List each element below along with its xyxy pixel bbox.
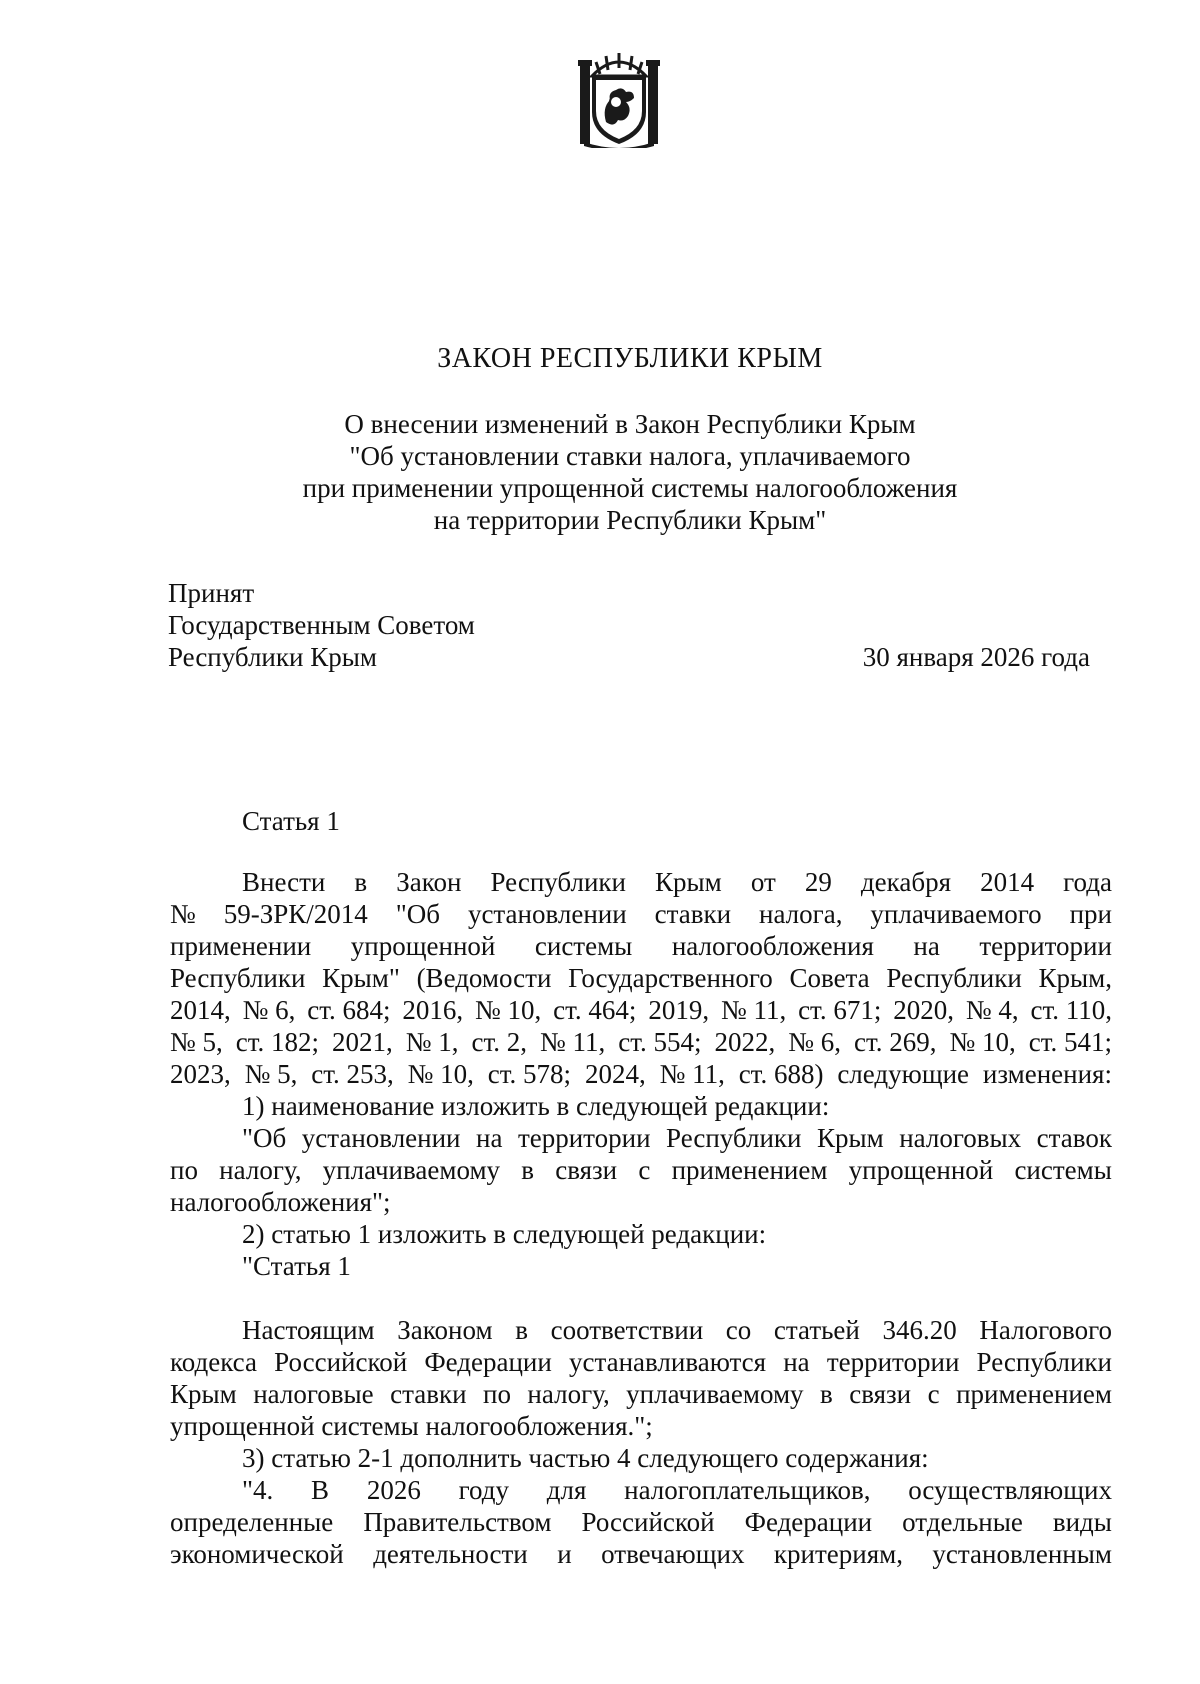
word: ставки (390, 1379, 467, 1409)
text-line (170, 1474, 1112, 1506)
text-line: упрощенной системы налогообложения."; (170, 1411, 653, 1441)
word: установленным (932, 1539, 1112, 1569)
word: отдельные (902, 1507, 1023, 1537)
word: Закон (396, 867, 462, 897)
word: Налогового (979, 1315, 1112, 1345)
law-subtitle (150, 408, 1110, 536)
word: кодекса (170, 1347, 257, 1377)
word: 2022, (714, 1027, 776, 1057)
subtitle-line: О внесении изменений в Закон Республики Крым (344, 409, 916, 439)
word: определенные (170, 1507, 334, 1537)
word: № 10, (475, 995, 542, 1025)
word: № 10, (949, 1027, 1016, 1057)
text-line (170, 866, 1112, 898)
word: ст. 578; (487, 1059, 572, 1089)
accepted-line: Принят (168, 578, 255, 608)
word: ст. 671; (798, 995, 882, 1025)
word: 59-ЗРК/2014 (223, 899, 368, 929)
word: и (557, 1539, 572, 1569)
text-line (170, 1378, 1112, 1410)
word: Совета (789, 963, 870, 993)
word: Республики (886, 963, 1022, 993)
word: на (783, 1347, 810, 1377)
word: налогообложения (671, 931, 874, 961)
word: № 6, (788, 1027, 841, 1057)
word: Крым (655, 867, 722, 897)
word: 2023, (170, 1059, 231, 1089)
word: 2021, (332, 1027, 393, 1057)
word: ст. 684; (307, 995, 391, 1025)
word: Государственного (568, 963, 773, 993)
word: ст. 554; (618, 1027, 702, 1057)
text-line: 3) статью 2-1 дополнить частью 4 следующего содержания: (242, 1443, 929, 1473)
word: году (458, 1475, 509, 1505)
text-line (170, 1122, 1112, 1154)
word: декабря (860, 867, 951, 897)
word: 2020, (893, 995, 954, 1025)
word: 2014 (980, 867, 1035, 897)
word: Республики (170, 963, 306, 993)
word: Крым, (1038, 963, 1112, 993)
word: ст. 688) (738, 1059, 824, 1089)
text-line (170, 930, 1112, 962)
word: на (476, 1123, 503, 1153)
word: осуществляющих (908, 1475, 1112, 1505)
text-line (170, 1538, 1112, 1570)
word: Федерации (424, 1347, 552, 1377)
word: Крым" (322, 963, 400, 993)
word: 29 (804, 867, 832, 897)
word: системы (534, 931, 633, 961)
word: Республики (490, 867, 626, 897)
word: налоговые (253, 1379, 374, 1409)
word: связи (849, 1379, 912, 1409)
word: № 11, (539, 1027, 606, 1057)
word: в (820, 1379, 833, 1409)
word: Республики (666, 1123, 802, 1153)
word: в (354, 867, 368, 897)
word: № 6, (242, 995, 296, 1025)
word: налогоплательщиков, (624, 1475, 871, 1505)
text-line (170, 994, 1112, 1026)
word: территории (517, 1123, 651, 1153)
word: со (725, 1315, 752, 1345)
word: "Об (242, 1123, 287, 1153)
word: Настоящим (242, 1315, 375, 1345)
subtitle-line: на территории Республики Крым" (433, 505, 827, 535)
word: Российской (581, 1507, 715, 1537)
accepted-line: Государственным Советом (168, 610, 475, 640)
word: в (521, 1155, 534, 1185)
word: соответствии (550, 1315, 704, 1345)
word: "4. (242, 1475, 274, 1505)
word: установлении (301, 1123, 461, 1153)
text-line: 1) наименование изложить в следующей редакции: (242, 1091, 830, 1121)
word: ставки (654, 899, 732, 929)
word: ст. 2, (471, 1027, 527, 1057)
word: ст. 541; (1028, 1027, 1112, 1057)
word: налогу, (219, 1155, 302, 1185)
word: статьей (773, 1315, 860, 1345)
law-title: ЗАКОН РЕСПУБЛИКИ КРЫМ (437, 343, 823, 374)
word: Федерации (744, 1507, 873, 1537)
text-line (170, 962, 1112, 994)
word: № 5, (244, 1059, 298, 1089)
word: ст. 110, (1030, 995, 1112, 1025)
article-heading: Статья 1 (242, 806, 340, 836)
word: 346.20 (882, 1315, 957, 1345)
subtitle-line: "Об установлении ставки налога, уплачиваемого (349, 441, 911, 471)
word: по (483, 1379, 511, 1409)
word: при (1069, 899, 1112, 929)
word: уплачиваемого (870, 899, 1042, 929)
word: упрощенной (848, 1155, 994, 1185)
accepted-date: 30 января 2026 года (862, 642, 1090, 672)
word: по (170, 1155, 198, 1185)
word: "Об (395, 899, 440, 929)
word: экономической (170, 1539, 344, 1569)
crimea-coat-of-arms-icon (578, 50, 660, 148)
word: изменения: (982, 1059, 1112, 1089)
text-line (170, 1058, 1112, 1090)
word: виды (1052, 1507, 1112, 1537)
text-line (170, 1314, 1112, 1346)
word: деятельности (373, 1539, 528, 1569)
word: для (546, 1475, 587, 1505)
word: применением (671, 1155, 828, 1185)
text-line (170, 1506, 1112, 1538)
word: связи (555, 1155, 618, 1185)
word: № 5, (170, 1027, 223, 1057)
accepted-by-block (168, 577, 475, 673)
text-line (170, 1154, 1112, 1186)
text-line (170, 898, 1112, 930)
word: уплачиваемому (626, 1379, 804, 1409)
article-body-continued (170, 1314, 1112, 1570)
word: года (1063, 867, 1112, 897)
word: уплачиваемому (322, 1155, 501, 1185)
word: (Ведомости (416, 963, 552, 993)
word: применением (956, 1379, 1112, 1409)
word: упрощенной (350, 931, 496, 961)
word: Законом (397, 1315, 493, 1345)
word: от (750, 867, 776, 897)
word: с (638, 1155, 651, 1185)
word: ст. 464; (553, 995, 637, 1025)
word: территории (826, 1347, 960, 1377)
word: с (927, 1379, 940, 1409)
word: ст. 269, (853, 1027, 937, 1057)
word: применении (170, 931, 312, 961)
text-line: 2) статью 1 изложить в следующей редакции: (242, 1219, 767, 1249)
word: № 1, (405, 1027, 459, 1057)
word: налогу, (527, 1379, 610, 1409)
word: 2024, (584, 1059, 646, 1089)
text-line (170, 1026, 1112, 1058)
word: ст. 253, (311, 1059, 394, 1089)
word: Российской (274, 1347, 408, 1377)
word: № 10, (407, 1059, 474, 1089)
word: Внести (242, 867, 326, 897)
word: системы (1014, 1155, 1112, 1185)
word: налога, (759, 899, 843, 929)
word: 2014, (170, 995, 231, 1025)
word: на (913, 931, 940, 961)
word: 2026 (366, 1475, 421, 1505)
word: ст. 182; (235, 1027, 320, 1057)
accepted-line: Республики Крым (168, 642, 377, 672)
word: Крым (170, 1379, 237, 1409)
word: Правительством (363, 1507, 552, 1537)
word: критериям, (773, 1539, 903, 1569)
word: Крым (816, 1123, 884, 1153)
word: отвечающих (601, 1539, 745, 1569)
word: № 4, (965, 995, 1019, 1025)
text-line (170, 1346, 1112, 1378)
word: 2019, (648, 995, 710, 1025)
word: № 11, (720, 995, 787, 1025)
article-body (170, 866, 1112, 1282)
word: ставок (1036, 1123, 1112, 1153)
word: в (515, 1315, 528, 1345)
word: В (311, 1475, 330, 1505)
subtitle-line: при применении упрощенной системы налогообложения (302, 473, 958, 503)
word: № (170, 899, 196, 929)
word: устанавливаются (568, 1347, 767, 1377)
word: следующие (837, 1059, 970, 1089)
word: установлении (467, 899, 627, 929)
word: налоговых (899, 1123, 1022, 1153)
text-line: налогообложения"; (170, 1187, 391, 1217)
word: Республики (976, 1347, 1112, 1377)
word: 2016, (402, 995, 464, 1025)
text-line: "Статья 1 (242, 1251, 351, 1281)
word: территории (979, 931, 1112, 961)
word: № 11, (659, 1059, 725, 1089)
